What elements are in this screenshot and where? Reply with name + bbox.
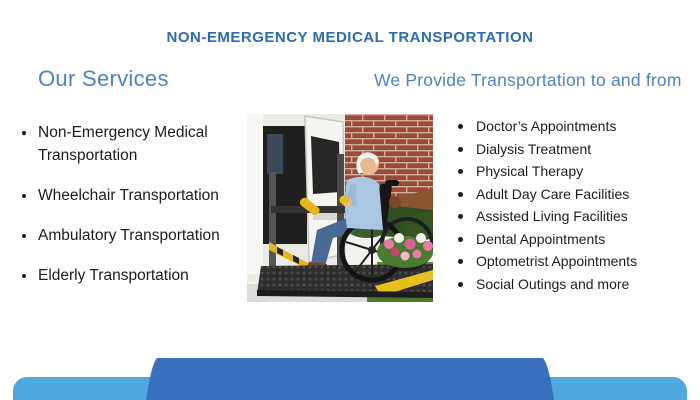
- destinations-list-item-label: Dialysis Treatment: [476, 140, 592, 157]
- services-list-item-label: Elderly Transportation: [38, 267, 189, 284]
- bottom-bar-dark: [0, 350, 700, 400]
- destinations-list-item: [458, 207, 693, 225]
- bullet-icon: [458, 282, 463, 287]
- destinations-list-item: [458, 117, 693, 135]
- services-heading: Our Services: [38, 66, 169, 91]
- destinations-list-item-label: Dental Appointments: [476, 230, 606, 247]
- destinations-list-item-label: Assisted Living Facilities: [476, 208, 628, 224]
- destinations-list: [458, 117, 693, 297]
- destinations-list-item-label: Social Outings and more: [476, 275, 630, 292]
- wheelchair-van-lift-photo: [247, 114, 433, 302]
- bullet-icon: [22, 131, 26, 135]
- services-list-item-label: Non-Emergency Medical Transportation: [38, 124, 208, 164]
- services-list-item-label: Wheelchair Transportation: [38, 187, 219, 204]
- destinations-list-item: [458, 275, 693, 293]
- bullet-icon: [458, 124, 463, 129]
- services-list-item-label: Ambulatory Transportation: [38, 227, 220, 244]
- services-list: [22, 121, 247, 304]
- bullet-icon: [22, 234, 26, 238]
- services-list-item: [22, 184, 247, 207]
- services-list-item: [22, 264, 247, 287]
- bullet-icon: [22, 194, 26, 198]
- destinations-list-item: [458, 252, 693, 270]
- bullet-icon: [458, 259, 463, 264]
- bullet-icon: [458, 192, 463, 197]
- services-list-item: [22, 121, 247, 167]
- destinations-list-item-label: Optometrist Appointments: [476, 253, 638, 269]
- bullet-icon: [458, 147, 463, 152]
- destinations-list-item-label: Adult Day Care Facilities: [476, 185, 630, 202]
- destinations-list-item: [458, 162, 693, 180]
- destinations-heading: We Provide Transportation to and from: [374, 70, 682, 90]
- destinations-list-item: [458, 140, 693, 158]
- bullet-icon: [22, 274, 26, 278]
- destinations-list-item-label: Doctor’s Appointments: [476, 118, 617, 134]
- services-list-item: [22, 224, 247, 247]
- slide-title: NON-EMERGENCY MEDICAL TRANSPORTATION: [166, 29, 534, 46]
- bullet-icon: [458, 237, 463, 242]
- destinations-list-item: [458, 230, 693, 248]
- destinations-list-item: [458, 185, 693, 203]
- bullet-icon: [458, 169, 463, 174]
- destinations-list-item-label: Physical Therapy: [476, 163, 584, 179]
- bullet-icon: [458, 214, 463, 219]
